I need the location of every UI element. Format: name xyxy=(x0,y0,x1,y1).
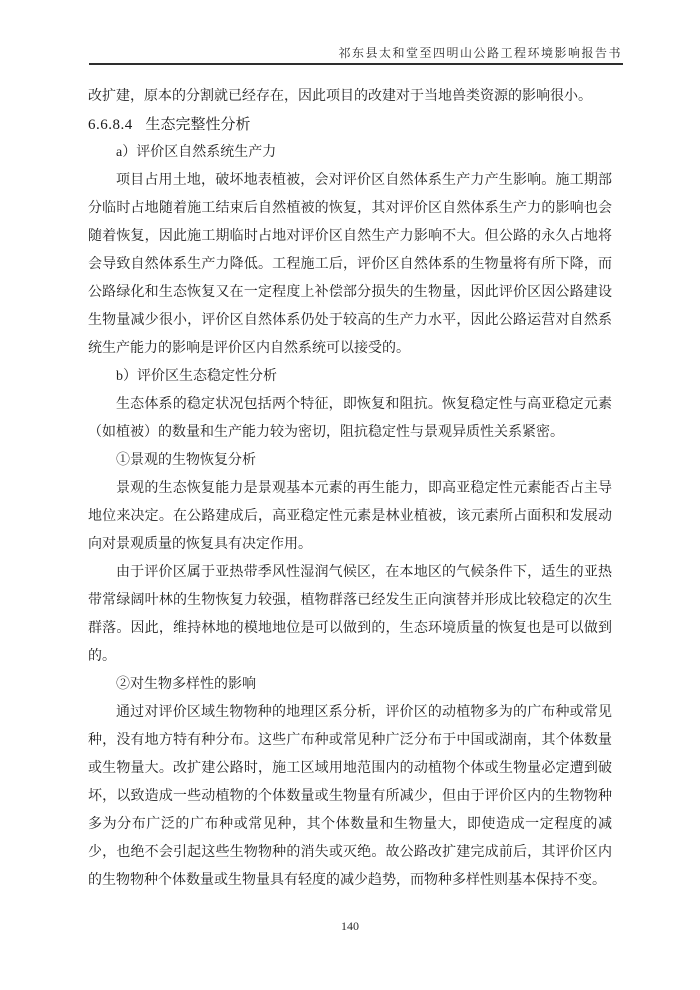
running-header-title: 祁东县太和堂至四明山公路工程环境影响报告书 xyxy=(338,46,622,60)
paragraph-landscape-recovery-1: 景观的生态恢复能力是景观基本元素的再生能力，即高亚稳定性元素能否占主导地位来决定。在公路建成后，高亚稳定性元素是林业植被，该元素所占面积和发展动向对景观质量的恢复具有决定作用。 xyxy=(88,481,612,552)
paragraph-biodiversity: 通过对评价区域生物物种的地理区系分析，评价区的动植物多为的广布种或常见种，没有地方特有种分布。这些广布种或常见种广泛分布于中国或湖南，其个体数量或生物量大。改扩建公路时，施工区域用地范围内的动植物个体或生物量必定遭到破坏，以致造成一些动植物的个体数量或生物量有所减少，但由于评价区内的生物物种多为分布广泛的广布种或常见种，其个体数量和生物量大，即使造成一定程度的减少，也绝不会引起这些生物物种的消失或灭绝。故公路改扩建完成前后，其评价区内的生物物种个体数量或生物量具有轻度的减少趋势，而物种多样性则基本保持不变。 xyxy=(88,705,612,888)
paragraph-landscape-recovery-2: 由于评价区属于亚热带季风性湿润气候区，在本地区的气候条件下，适生的亚热带常绿阔叶林的生物恢复力较强，植物群落已经发生正向演替并形成比较稳定的次生群落。因此，维持林地的模地地位是可以做到的，生态环境质量的恢复也是可以做到的。 xyxy=(88,565,612,664)
section-number: 6.6.8.4 xyxy=(88,117,133,133)
subheading-b: b）评价区生态稳定性分析 xyxy=(116,369,277,384)
document-body xyxy=(88,83,612,895)
subheading-a: a）评价区自然系统生产力 xyxy=(116,145,277,160)
header-divider xyxy=(89,63,623,65)
page-number: 140 xyxy=(341,919,359,933)
paragraph-stability: 生态体系的稳定状况包括两个特征，即恢复和阻抗。恢复稳定性与高亚稳定元素（如植被）的数量和生产能力较为密切，阻抗稳定性与景观异质性关系紧密。 xyxy=(88,397,612,440)
paragraph-productivity: 项目占用土地，破坏地表植被，会对评价区自然体系生产力产生影响。施工期部分临时占地随着施工结束后自然植被的恢复，其对评价区自然体系生产力的影响也会随着恢复，因此施工期临时占地对评价区自然生产力影响不大。但公路的永久占地将会导致自然体系生产力降低。工程施工后，评价区自然体系的生物量将有所下降，而公路绿化和生态恢复又在一定程度上补偿部分损失的生物量，因此评价区因公路建设生物量减少很小，评价区自然体系仍处于较高的生产力水平，因此公路运营对自然系统生产能力的影响是评价区内自然系统可以接受的。 xyxy=(88,173,612,356)
section-heading xyxy=(88,111,612,139)
continuation-paragraph: 改扩建，原本的分割就已经存在，因此项目的改建对于当地兽类资源的影响很小。 xyxy=(88,89,592,104)
section-title: 生态完整性分析 xyxy=(145,117,251,133)
page-footer xyxy=(0,916,700,936)
subheading-biodiversity: ②对生物多样性的影响 xyxy=(116,677,256,692)
subheading-landscape-recovery: ①景观的生物恢复分析 xyxy=(116,453,256,468)
